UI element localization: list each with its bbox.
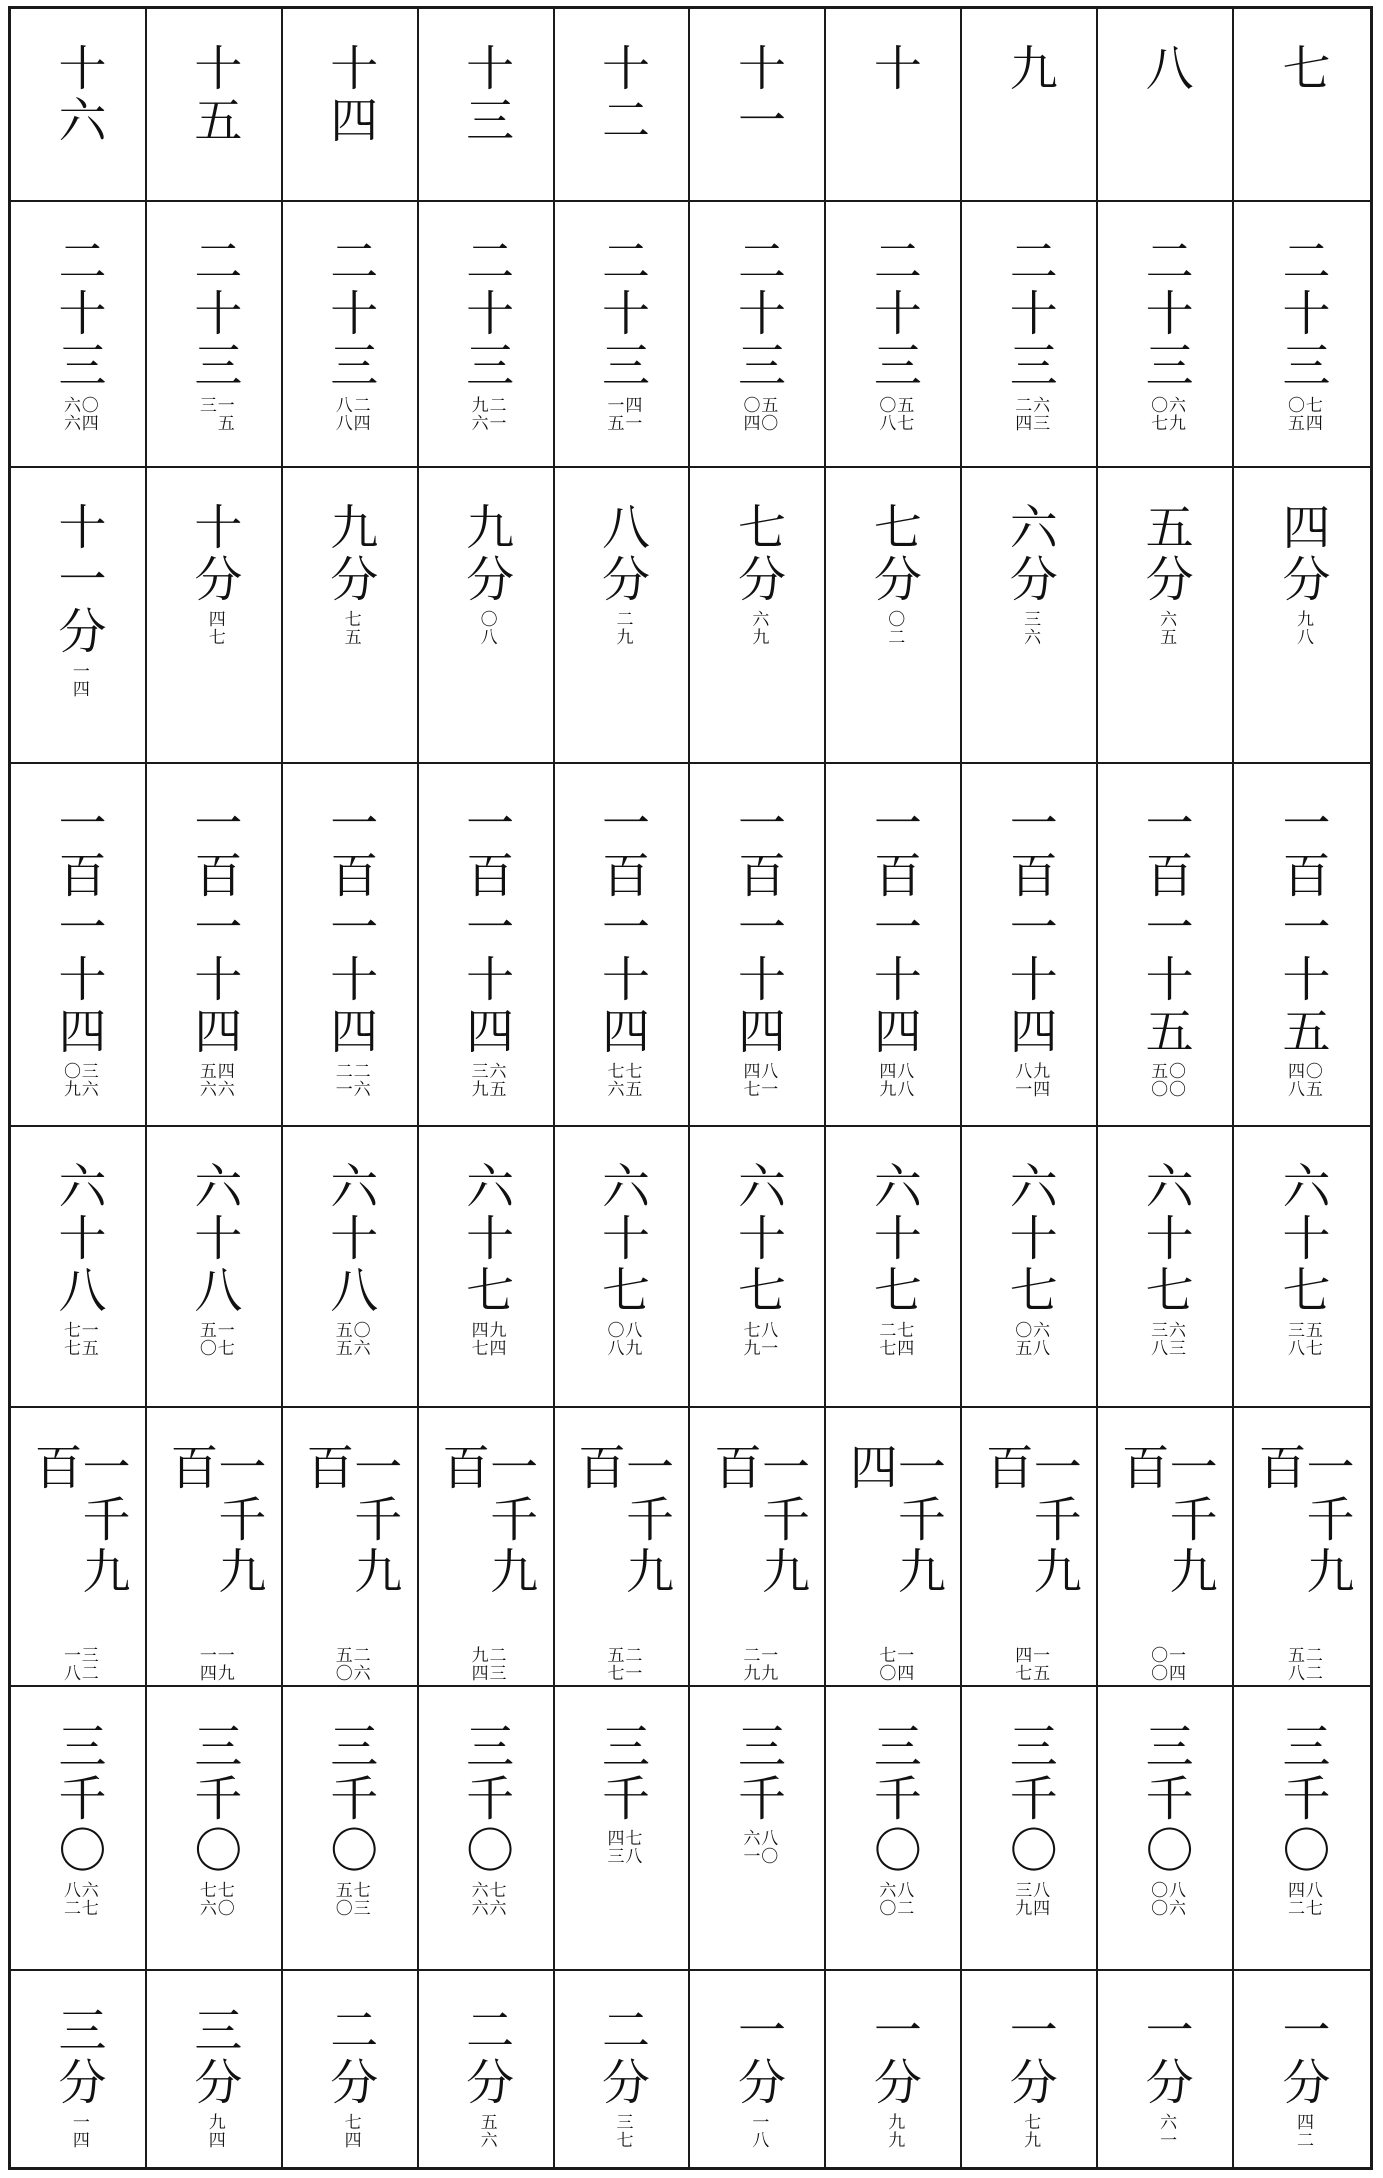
- table-cell: [283, 1687, 419, 1971]
- table-cell: [555, 468, 691, 764]
- cell-sub-text: 一四〇〇: [1147, 1646, 1185, 1683]
- table-cell: [147, 468, 283, 764]
- cell-main-text: 一百一十四: [1001, 798, 1058, 1058]
- table-cell: [690, 9, 826, 202]
- cell-main-text: 三千〇: [1137, 1721, 1194, 1877]
- table-cell: [147, 9, 283, 202]
- table-cell: [283, 9, 419, 202]
- cell-main-text: 三千: [593, 1721, 650, 1825]
- cell-sub-text: 七四〇五: [1284, 396, 1322, 432]
- table-cell: [826, 1127, 962, 1408]
- numeric-table: [8, 6, 1373, 2170]
- table-cell: [1234, 764, 1370, 1127]
- cell-main-text: 九分: [321, 502, 378, 606]
- cell-sub-text: 一四: [68, 662, 89, 698]
- cell-main-text: 二十三: [729, 236, 786, 392]
- cell-sub-text: 八九〇八: [603, 1321, 642, 1357]
- cell-sub-text: 七九: [1020, 2113, 1041, 2149]
- cell-main-text: 一千九百: [25, 1442, 130, 1598]
- cell-main-text: 一百一十四: [49, 798, 106, 1058]
- table-cell: [283, 1127, 419, 1408]
- cell-sub-text: 一七五〇: [195, 1321, 234, 1357]
- cell-main-text: 一百一十四: [457, 798, 514, 1058]
- table-cell: [283, 1971, 419, 2167]
- table-cell: [555, 1408, 691, 1687]
- cell-main-text: 十分: [185, 502, 242, 606]
- table-cell: [962, 202, 1098, 468]
- table-cell: [826, 764, 962, 1127]
- table-cell: [11, 1408, 147, 1687]
- cell-sub-text: 〇八: [476, 610, 497, 646]
- cell-main-text: 六十七: [729, 1161, 786, 1317]
- table-cell: [419, 1971, 555, 2167]
- cell-sub-text: 六九〇七: [1147, 396, 1185, 432]
- table-cell: [283, 202, 419, 468]
- table-cell: [1098, 1687, 1234, 1971]
- cell-sub-text: 六五三九: [467, 1062, 506, 1098]
- cell-main-text: 一千九百: [433, 1442, 538, 1598]
- cell-main-text: 三分: [185, 2005, 242, 2109]
- cell-sub-text: 七四二七: [875, 1321, 914, 1357]
- cell-main-text: 五分: [1137, 502, 1194, 606]
- cell-sub-text: 五六: [476, 2113, 497, 2149]
- table-cell: [690, 202, 826, 468]
- cell-sub-text: 三二一八: [59, 1646, 98, 1683]
- cell-sub-text: 六九: [748, 610, 769, 646]
- table-cell: [1098, 764, 1234, 1127]
- cell-sub-text: 六七八二: [59, 1881, 98, 1917]
- cell-sub-text: 六三二四: [1011, 396, 1050, 432]
- cell-main-text: 六十七: [1274, 1161, 1331, 1317]
- cell-main-text: 一百一十四: [865, 798, 922, 1058]
- cell-sub-text: 二六二一: [331, 1062, 370, 1098]
- table-cell: [11, 468, 147, 764]
- table-cell: [11, 9, 147, 202]
- cell-sub-text: 〇六五五: [331, 1321, 370, 1357]
- cell-sub-text: 六三三八: [1147, 1321, 1185, 1357]
- table-cell: [11, 202, 147, 468]
- table-cell: [11, 764, 147, 1127]
- cell-main-text: 十六: [49, 43, 106, 147]
- cell-sub-text: 五〇〇四: [739, 396, 778, 432]
- cell-main-text: 八分: [593, 502, 650, 606]
- table-cell: [1234, 1687, 1370, 1971]
- table-cell: [962, 1687, 1098, 1971]
- table-cell: [419, 202, 555, 468]
- cell-main-text: 一分: [1001, 2005, 1058, 2109]
- cell-sub-text: 一五七七: [59, 1321, 98, 1357]
- cell-sub-text: 二一九六: [467, 396, 506, 432]
- cell-main-text: 七分: [729, 502, 786, 606]
- cell-main-text: 一分: [1274, 2005, 1331, 2109]
- table-cell: [283, 1408, 419, 1687]
- cell-sub-text: 八〇六一: [739, 1829, 778, 1865]
- cell-sub-text: 五七三八: [1284, 1321, 1322, 1357]
- cell-main-text: 二十三: [865, 236, 922, 392]
- table-cell: [690, 1408, 826, 1687]
- table-cell: [1234, 1971, 1370, 2167]
- cell-sub-text: 三七: [612, 2113, 633, 2149]
- table-cell: [690, 468, 826, 764]
- table-cell: [1234, 1408, 1370, 1687]
- cell-main-text: 六十七: [457, 1161, 514, 1317]
- cell-main-text: 九分: [457, 502, 514, 606]
- cell-main-text: 二十三: [1001, 236, 1058, 392]
- cell-main-text: 一百一十四: [321, 798, 378, 1058]
- cell-sub-text: 二一五七: [603, 1646, 642, 1683]
- cell-sub-text: 八一四七: [739, 1062, 778, 1098]
- cell-main-text: 十四: [321, 43, 378, 147]
- table-cell: [1098, 468, 1234, 764]
- cell-sub-text: 八四三九: [1011, 1881, 1050, 1917]
- table-cell: [11, 1687, 147, 1971]
- cell-main-text: 七分: [865, 502, 922, 606]
- cell-sub-text: 二二五八: [1284, 1646, 1322, 1683]
- cell-sub-text: 七八四三: [603, 1829, 642, 1865]
- table-cell: [826, 468, 962, 764]
- cell-sub-text: 一四: [68, 2113, 89, 2149]
- cell-main-text: 一千九百: [977, 1442, 1082, 1598]
- cell-sub-text: 四六五六: [195, 1062, 234, 1098]
- cell-main-text: 一百一十五: [1274, 798, 1331, 1058]
- cell-main-text: 三分: [49, 2005, 106, 2109]
- cell-sub-text: 九四四七: [467, 1321, 506, 1357]
- cell-main-text: 三千〇: [865, 1721, 922, 1877]
- table-cell: [962, 764, 1098, 1127]
- cell-sub-text: 三六: [1020, 610, 1041, 646]
- cell-sub-text: 九四八一: [1011, 1062, 1050, 1098]
- cell-main-text: 一千九百: [161, 1442, 266, 1598]
- cell-main-text: 六十七: [865, 1161, 922, 1317]
- table-cell: [962, 468, 1098, 764]
- cell-main-text: 二十三: [321, 236, 378, 392]
- table-cell: [419, 468, 555, 764]
- cell-sub-text: 七〇七六: [195, 1881, 234, 1917]
- cell-sub-text: 三六〇九: [59, 1062, 98, 1098]
- cell-sub-text: 九八: [1292, 610, 1313, 646]
- cell-sub-text: 四二: [1292, 2113, 1313, 2149]
- table-cell: [147, 1408, 283, 1687]
- table-cell: [419, 1127, 555, 1408]
- table-cell: [147, 1127, 283, 1408]
- cell-main-text: 一百一十五: [1137, 798, 1194, 1058]
- cell-main-text: 二分: [321, 2005, 378, 2109]
- cell-main-text: 一百一十四: [729, 798, 786, 1058]
- table-cell: [1234, 202, 1370, 468]
- cell-sub-text: 二四八八: [331, 396, 370, 432]
- cell-sub-text: 八二六〇: [875, 1881, 914, 1917]
- cell-sub-text: 〇四六六: [59, 396, 98, 432]
- cell-sub-text: 七六六六: [467, 1881, 506, 1917]
- cell-main-text: 一千九百: [569, 1442, 674, 1598]
- cell-sub-text: 〇二: [884, 610, 905, 646]
- cell-main-text: 二十三: [1274, 236, 1331, 392]
- table-cell: [826, 1687, 962, 1971]
- cell-main-text: 二分: [457, 2005, 514, 2109]
- table-cell: [11, 1127, 147, 1408]
- table-cell: [962, 9, 1098, 202]
- table-cell: [555, 9, 691, 202]
- cell-sub-text: 二六五〇: [331, 1646, 370, 1683]
- table-cell: [962, 1971, 1098, 2167]
- cell-sub-text: 九四: [204, 2113, 225, 2149]
- cell-main-text: 七: [1274, 43, 1331, 95]
- table-cell: [283, 764, 419, 1127]
- table-cell: [826, 202, 962, 468]
- table-cell: [147, 202, 283, 468]
- cell-sub-text: 六五: [1156, 610, 1177, 646]
- cell-main-text: 十一: [729, 43, 786, 147]
- cell-main-text: 三千〇: [1274, 1721, 1331, 1877]
- table-cell: [826, 9, 962, 202]
- cell-sub-text: 七四: [340, 2113, 361, 2149]
- cell-main-text: 三千〇: [49, 1721, 106, 1877]
- table-cell: [419, 1408, 555, 1687]
- cell-main-text: 一千九百: [1250, 1442, 1355, 1598]
- cell-sub-text: 六八〇五: [1011, 1321, 1050, 1357]
- cell-sub-text: 一九二九: [739, 1646, 778, 1683]
- table-cell: [555, 764, 691, 1127]
- table-cell: [147, 1687, 283, 1971]
- cell-main-text: 二十三: [185, 236, 242, 392]
- table-cell: [690, 1971, 826, 2167]
- cell-sub-text: 七三五〇: [331, 1881, 370, 1917]
- cell-sub-text: 一八: [748, 2113, 769, 2149]
- cell-main-text: 六十七: [593, 1161, 650, 1317]
- table-cell: [1098, 1971, 1234, 2167]
- cell-main-text: 二十三: [49, 236, 106, 392]
- table-cell: [147, 764, 283, 1127]
- table-cell: [555, 1127, 691, 1408]
- table-cell: [1098, 9, 1234, 202]
- table-cell: [11, 1971, 147, 2167]
- cell-sub-text: 九九: [884, 2113, 905, 2149]
- cell-sub-text: 〇〇五〇: [1147, 1062, 1185, 1098]
- cell-sub-text: 七五七六: [603, 1062, 642, 1098]
- cell-main-text: 四分: [1274, 502, 1331, 606]
- cell-main-text: 十: [865, 43, 922, 95]
- table-cell: [962, 1127, 1098, 1408]
- cell-sub-text: 二三九四: [467, 1646, 506, 1683]
- cell-sub-text: 五七〇八: [875, 396, 914, 432]
- cell-main-text: 一分: [1137, 2005, 1194, 2109]
- table-cell: [555, 1971, 691, 2167]
- cell-main-text: 二十三: [457, 236, 514, 392]
- cell-sub-text: 四一一五: [603, 396, 642, 432]
- table-cell: [690, 1127, 826, 1408]
- cell-main-text: 一千九百: [297, 1442, 402, 1598]
- table-cell: [147, 1971, 283, 2167]
- cell-sub-text: 一九一四: [195, 1646, 234, 1683]
- cell-main-text: 十五: [185, 43, 242, 147]
- cell-sub-text: 八七四二: [1284, 1881, 1322, 1917]
- cell-main-text: 六分: [1001, 502, 1058, 606]
- cell-main-text: 八: [1137, 43, 1194, 95]
- table-cell: [283, 468, 419, 764]
- cell-main-text: 三千〇: [457, 1721, 514, 1877]
- table-cell: [1234, 9, 1370, 202]
- cell-main-text: 二十三: [1137, 236, 1194, 392]
- cell-main-text: 三千: [729, 1721, 786, 1825]
- cell-main-text: 一千九百: [1113, 1442, 1218, 1598]
- table-cell: [826, 1971, 962, 2167]
- table-cell: [419, 764, 555, 1127]
- table-cell: [962, 1408, 1098, 1687]
- cell-sub-text: 一五三: [195, 396, 234, 432]
- cell-main-text: 六十八: [185, 1161, 242, 1317]
- cell-main-text: 六十八: [321, 1161, 378, 1317]
- table-cell: [690, 1687, 826, 1971]
- cell-main-text: 一千九百: [705, 1442, 810, 1598]
- cell-sub-text: 〇五四八: [1284, 1062, 1322, 1098]
- table-cell: [1098, 1408, 1234, 1687]
- cell-main-text: 六十七: [1001, 1161, 1058, 1317]
- cell-main-text: 六十八: [49, 1161, 106, 1317]
- cell-main-text: 一千九四: [841, 1442, 946, 1598]
- table-cell: [1234, 468, 1370, 764]
- table-cell: [419, 1687, 555, 1971]
- cell-main-text: 十二: [593, 43, 650, 147]
- table-cell: [1234, 1127, 1370, 1408]
- cell-sub-text: 八六〇〇: [1147, 1881, 1185, 1917]
- cell-main-text: 二十三: [593, 236, 650, 392]
- cell-sub-text: 一四七〇: [875, 1646, 914, 1683]
- cell-sub-text: 一五四七: [1011, 1646, 1050, 1683]
- cell-main-text: 三千〇: [321, 1721, 378, 1877]
- cell-main-text: 三千〇: [185, 1721, 242, 1877]
- cell-main-text: 六十七: [1137, 1161, 1194, 1317]
- cell-sub-text: 八一七九: [739, 1321, 778, 1357]
- table-cell: [1098, 202, 1234, 468]
- table-cell: [555, 1687, 691, 1971]
- cell-sub-text: 六一: [1156, 2113, 1177, 2149]
- cell-sub-text: 四七: [204, 610, 225, 646]
- cell-main-text: 一百一十四: [185, 798, 242, 1058]
- cell-sub-text: 七五: [340, 610, 361, 646]
- cell-main-text: 三千〇: [1001, 1721, 1058, 1877]
- table-cell: [555, 202, 691, 468]
- cell-main-text: 十三: [457, 43, 514, 147]
- table-cell: [1098, 1127, 1234, 1408]
- cell-main-text: 九: [1001, 43, 1058, 95]
- cell-sub-text: 八八四九: [875, 1062, 914, 1098]
- cell-main-text: 二分: [593, 2005, 650, 2109]
- cell-sub-text: 二九: [612, 610, 633, 646]
- cell-main-text: 一分: [865, 2005, 922, 2109]
- cell-main-text: 十一分: [49, 502, 106, 658]
- table-cell: [826, 1408, 962, 1687]
- cell-main-text: 一百一十四: [593, 798, 650, 1058]
- table-cell: [419, 9, 555, 202]
- cell-main-text: 一分: [729, 2005, 786, 2109]
- table-cell: [690, 764, 826, 1127]
